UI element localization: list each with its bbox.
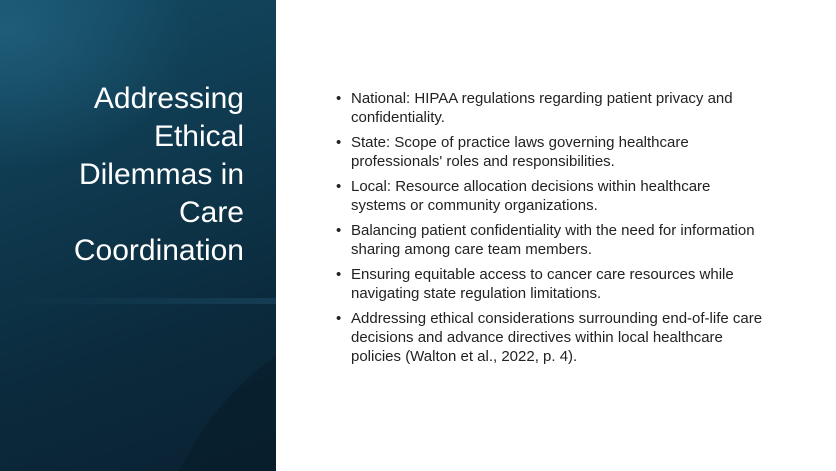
- bullet-item: [336, 221, 766, 259]
- bullet-icon: •: [336, 134, 342, 151]
- content-area: [336, 89, 766, 372]
- bullet-text: Ensuring equitable access to cancer care resources while navigating state regulation limitations.: [351, 266, 734, 302]
- bullet-item: [336, 177, 766, 215]
- bullet-icon: •: [336, 90, 342, 107]
- bullet-text: Balancing patient confidentiality with the need for information sharing among care team members.: [351, 222, 755, 258]
- bullet-icon: •: [336, 178, 342, 195]
- bullet-item: [336, 309, 766, 366]
- bullet-text: Addressing ethical considerations surrounding end-of-life care decisions and advance directives within local healthcare policies (Walton et al., 2022, p. 4).: [351, 310, 763, 365]
- bullet-item: [336, 133, 766, 171]
- bullet-text: Local: Resource allocation decisions within healthcare systems or community organizations.: [351, 178, 711, 214]
- bullet-item: [336, 265, 766, 303]
- bullet-item: [336, 89, 766, 127]
- bullet-text: State: Scope of practice laws governing healthcare professionals' roles and responsibilities.: [351, 134, 689, 170]
- title-panel: [0, 0, 276, 471]
- bullet-icon: •: [336, 222, 342, 239]
- bullet-text: National: HIPAA regulations regarding patient privacy and confidentiality.: [351, 90, 733, 126]
- bullet-list: [336, 89, 766, 366]
- bullet-icon: •: [336, 310, 342, 327]
- decorative-swoosh: [150, 300, 276, 471]
- slide-title: Addressing Ethical Dilemmas in Care Coordination: [73, 82, 244, 267]
- bullet-icon: •: [336, 266, 342, 283]
- decorative-band: [0, 298, 276, 304]
